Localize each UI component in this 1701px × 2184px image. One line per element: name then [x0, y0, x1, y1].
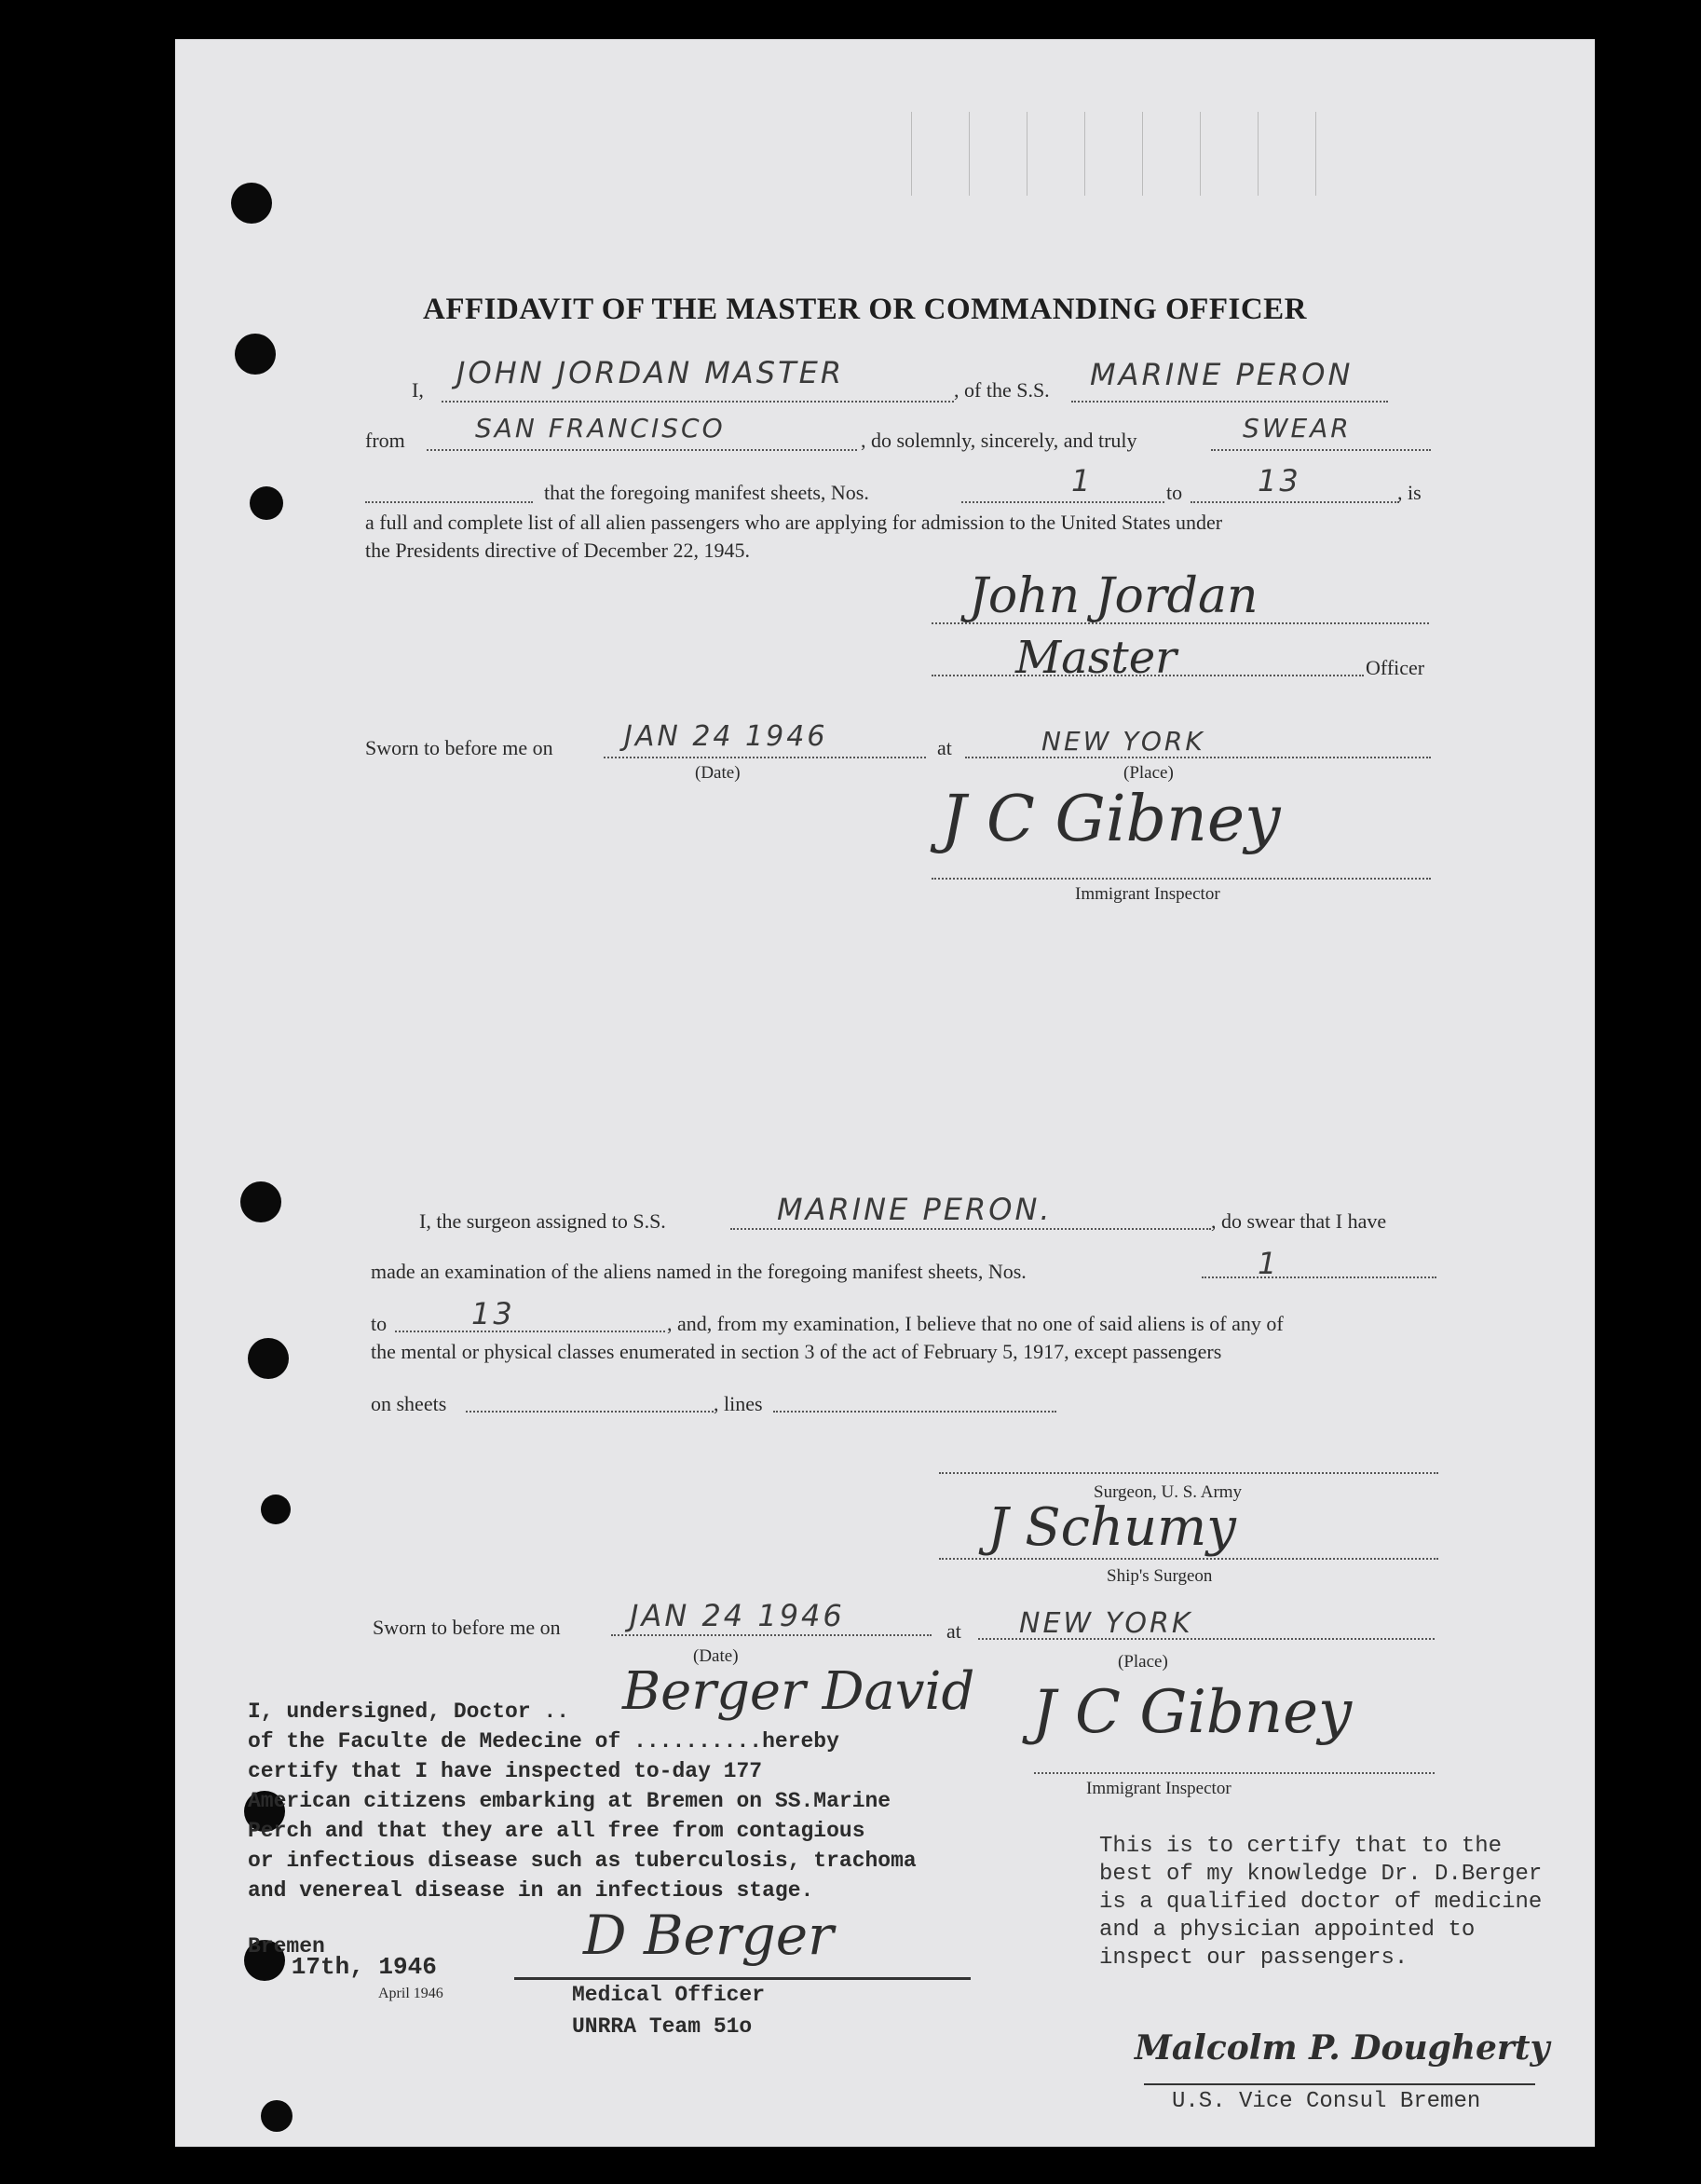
sheet-from: 1: [1071, 463, 1094, 498]
from-port: SAN FRANCISCO: [475, 413, 726, 444]
doctor-line2: of the Faculte de Medecine of ..........hereby: [248, 1729, 839, 1754]
surgeon-swear-label: , do swear that I have: [1211, 1209, 1387, 1233]
consul-line4: and a physician appointed to: [1099, 1918, 1476, 1943]
fill-line: [965, 757, 1431, 758]
fill-line: [939, 1558, 1438, 1560]
consul-line2: best of my knowledge Dr. D.Berger: [1099, 1862, 1543, 1887]
grid-line: [1084, 112, 1085, 196]
fill-line: [395, 1331, 665, 1332]
surgeon-ship-name: MARINE PERON.: [777, 1192, 1053, 1227]
fill-line: [1071, 401, 1388, 403]
grid-line: [1258, 112, 1259, 196]
surgeon-line4: the mental or physical classes enumerated in section 3 of the act of February 5, 1917, except passengers: [371, 1340, 1222, 1363]
sworn-date: JAN 24 1946: [624, 720, 828, 753]
ship-name: MARINE PERON: [1090, 357, 1354, 392]
sworn-label: Sworn to before me on: [365, 736, 553, 759]
grid-line: [911, 112, 912, 196]
master-name: JOHN JORDAN MASTER: [456, 355, 845, 390]
fill-line: [1191, 501, 1399, 503]
surgeon-line2: made an examination of the aliens named in the foregoing manifest sheets, Nos.: [371, 1260, 1027, 1283]
to-label: to: [1166, 481, 1183, 504]
fill-line: [1211, 449, 1431, 451]
inspector-label-2: Immigrant Inspector: [1086, 1779, 1232, 1798]
sheet-to: 13: [1258, 463, 1301, 498]
surgeon-line1: I, the surgeon assigned to S.S.: [419, 1209, 666, 1233]
solemnly-label: , do solemnly, sincerely, and truly: [861, 429, 1137, 452]
medical-officer-title: Medical Officer: [572, 1983, 766, 2007]
punch-hole: [231, 183, 272, 224]
page-title: AFFIDAVIT OF THE MASTER OR COMMANDING OFFICER: [423, 293, 1307, 326]
statement-line1: a full and complete list of all alien passengers who are applying for admission to the United States under: [365, 511, 1223, 534]
master-signature: John Jordan: [969, 568, 1259, 624]
master-rank: Master: [1015, 632, 1177, 684]
on-sheets-label: on sheets: [371, 1392, 447, 1415]
fill-line: [1202, 1276, 1436, 1278]
doctor-line6: or infectious disease such as tuberculosis, trachoma: [248, 1849, 917, 1873]
consul-line5: inspect our passengers.: [1099, 1945, 1408, 1971]
doctor-line4: American citizens embarking at Bremen on SS.Marine: [248, 1789, 891, 1813]
punch-hole: [250, 486, 283, 520]
punch-hole: [240, 1181, 281, 1222]
of-ss-label: , of the S.S.: [954, 378, 1050, 402]
statement-line2: the Presidents directive of December 22, 1945.: [365, 539, 750, 562]
consul-signature: Malcolm P. Dougherty: [1135, 2028, 1550, 2068]
fill-line: [730, 1228, 1211, 1230]
foregoing-label: that the foregoing manifest sheets, Nos.: [544, 481, 869, 504]
fill-line: [1034, 1772, 1435, 1774]
grid-line: [969, 112, 970, 196]
consul-title: U.S. Vice Consul Bremen: [1172, 2089, 1481, 2114]
i-label: I,: [412, 378, 424, 402]
date-caption: (Date): [695, 763, 741, 783]
fill-line: [365, 501, 533, 503]
at-label: at: [937, 736, 952, 759]
consul-line1: This is to certify that to the: [1099, 1834, 1503, 1859]
doctor-line5: Perch and that they are all free from contagious: [248, 1819, 865, 1843]
doctor-line3: certify that I have inspected to-day 177: [248, 1759, 763, 1783]
inspector-signature: J C Gibney: [941, 783, 1281, 856]
doctor-date: 17th, 1946: [248, 1953, 437, 1981]
surgeon-sheet-to: 13: [471, 1296, 515, 1331]
doctor-date-stamp: April 1946: [378, 1986, 443, 2001]
fill-line: [961, 501, 1164, 503]
doctor-signature: D Berger: [583, 1904, 834, 1967]
sworn-date-2: JAN 24 1946: [630, 1598, 845, 1633]
signature-rule: [514, 1977, 971, 1980]
doctor-line1: I, undersigned, Doctor ..: [248, 1699, 570, 1724]
fill-line: [773, 1411, 1056, 1413]
fill-line: [427, 449, 857, 451]
fill-line: [442, 401, 954, 403]
punch-hole: [261, 1495, 291, 1524]
place-caption: (Place): [1123, 763, 1174, 783]
surgeon-army-label: Surgeon, U. S. Army: [1094, 1482, 1243, 1502]
grid-line: [1200, 112, 1201, 196]
doctor-place: Bremen: [248, 1934, 325, 1959]
officer-label: Officer: [1366, 656, 1425, 679]
sworn-place-2: NEW YORK: [1019, 1607, 1193, 1640]
fill-line: [939, 1472, 1438, 1474]
oath-word: SWEAR: [1243, 413, 1352, 444]
ship-surgeon-label: Ship's Surgeon: [1107, 1566, 1213, 1586]
consul-signature-rule: [1144, 2083, 1535, 2085]
date-caption-2: (Date): [693, 1646, 739, 1666]
unrra-team: UNRRA Team 51o: [572, 2014, 753, 2039]
inspector-label: Immigrant Inspector: [1075, 884, 1220, 904]
sworn-place: NEW YORK: [1041, 726, 1205, 757]
is-label: , is: [1397, 481, 1422, 504]
doctor-line7: and venereal disease in an infectious stage.: [248, 1878, 814, 1903]
fill-line: [932, 878, 1431, 880]
grid-line: [1315, 112, 1316, 196]
sworn-label-2: Sworn to before me on: [373, 1616, 561, 1639]
ship-surgeon-signature: J Schumy: [987, 1497, 1236, 1558]
lines-label: , lines: [714, 1392, 763, 1415]
surgeon-to-label: to: [371, 1312, 388, 1335]
surgeon-sheet-from: 1: [1258, 1246, 1280, 1281]
from-label: from: [365, 429, 405, 452]
fill-line: [604, 757, 926, 758]
punch-hole: [261, 2100, 293, 2132]
surgeon-line3: , and, from my examination, I believe that no one of said aliens is of any of: [667, 1312, 1284, 1335]
place-caption-2: (Place): [1118, 1652, 1168, 1672]
at-label-2: at: [946, 1619, 961, 1643]
fill-line: [466, 1411, 714, 1413]
doctor-name: Berger David: [622, 1661, 975, 1722]
punch-hole: [235, 334, 276, 375]
punch-hole: [248, 1338, 289, 1379]
fill-line: [611, 1634, 932, 1636]
consul-line3: is a qualified doctor of medicine: [1099, 1890, 1543, 1915]
inspector-signature-2: J C Gibney: [1032, 1678, 1353, 1747]
grid-line: [1142, 112, 1143, 196]
